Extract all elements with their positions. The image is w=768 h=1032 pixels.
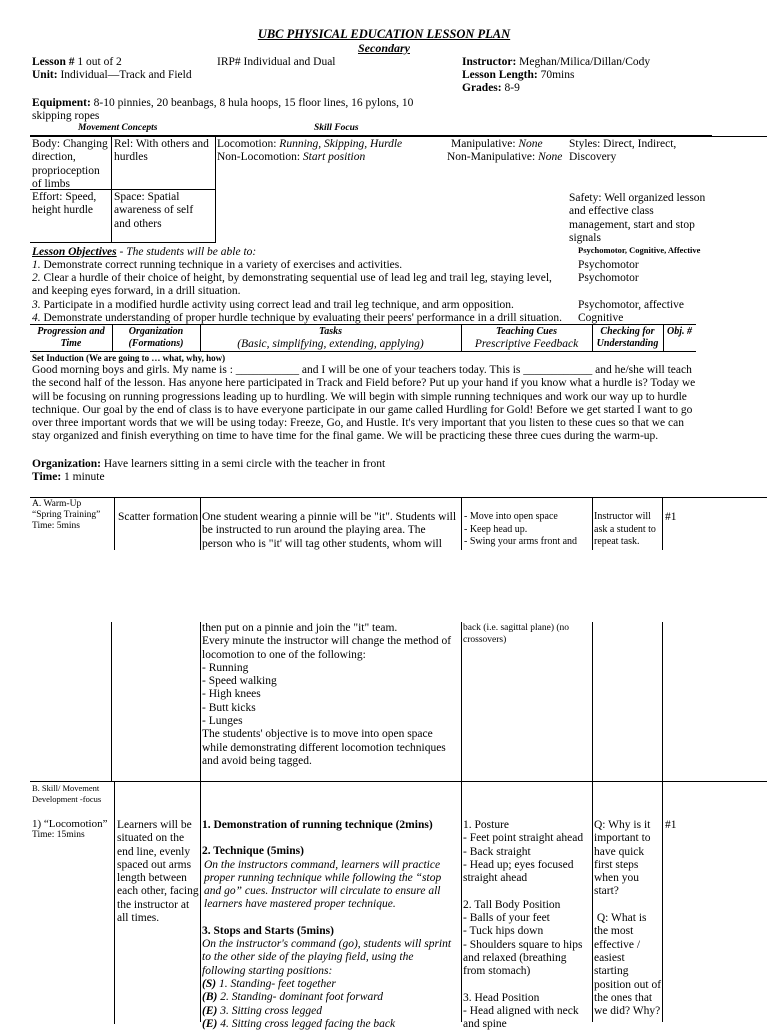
objective-text: Demonstrate correct running technique in a variety of exercises and activities. xyxy=(40,259,403,271)
warmup-cues-top xyxy=(464,511,577,549)
warmup-task-line: then put on a pinnie and join the "it" team. xyxy=(202,622,398,634)
objective-1 xyxy=(32,259,402,272)
rel-line: hurdles xyxy=(114,151,148,164)
grades xyxy=(462,82,520,95)
safety-line: signals xyxy=(569,231,601,244)
spacer xyxy=(594,899,662,912)
objective-number: 3. xyxy=(32,299,41,311)
space-line: Space: Spatial xyxy=(114,191,180,203)
task-2-line: and go” cues. Instructor will circulate to ensure all xyxy=(204,885,441,898)
locomotion-value: Running, Skipping, Hurdle xyxy=(276,138,403,150)
objective-text: Participate in a modified hurdle activity using correct lead and trail leg technique, and arm opposition. xyxy=(40,299,514,311)
concepts-top-rule-2 xyxy=(30,136,767,137)
header-organization xyxy=(112,326,200,350)
length-value: 70mins xyxy=(537,69,575,81)
warmup-task-line: person who is "it' will tag other students, whom will xyxy=(202,537,442,550)
space-line: awareness of self xyxy=(114,204,194,217)
warmup-task-line: be instructed to run around the playing area. The xyxy=(202,524,426,537)
warmup-organization: Scatter formation xyxy=(118,511,199,523)
skill-cue-line: - Shoulders square to hips xyxy=(463,938,583,951)
start-code: (E) xyxy=(202,1004,218,1017)
effort-line: height hurdle xyxy=(32,204,93,217)
task-3-line: On the instructor's command (go), students will sprint xyxy=(202,938,452,951)
table-header-top-rule xyxy=(30,324,696,325)
warmup-task-line: and avoid being tagged. xyxy=(202,754,312,767)
non-locomotion xyxy=(217,151,365,164)
objective-3 xyxy=(32,299,514,312)
equipment xyxy=(32,97,413,110)
locomotion-label: Locomotion: xyxy=(217,138,277,150)
warmup-top-rule xyxy=(30,497,767,498)
warmup-task-line: One student wearing a pinnie will be "it". Students will xyxy=(202,511,457,523)
skill-cues xyxy=(463,819,591,1032)
skill-cue-line: 1. Posture xyxy=(463,819,509,831)
start-code: (E) xyxy=(202,1017,218,1030)
effort-line: Effort: Speed, xyxy=(32,191,97,203)
warmup-task-line: - High knees xyxy=(202,688,261,701)
skill-focus-header: Skill Focus xyxy=(314,123,359,133)
task-2-line: On the instructors command, learners will practice xyxy=(204,858,441,871)
org-label: Organization: xyxy=(32,458,101,470)
locomotion-title: 1) “Locomotion” xyxy=(32,818,108,830)
skill-org-line: situated on the xyxy=(117,832,185,845)
skill-org-line: length between xyxy=(117,872,187,885)
safety-line: management, start and stop xyxy=(569,218,695,231)
rel-line: Rel: With others and xyxy=(114,138,209,150)
skill-prog-line: B. Skill/ Movement xyxy=(32,783,100,793)
instructor-value: Meghan/Milica/Dillan/Cody xyxy=(516,56,651,68)
effort-concept xyxy=(32,191,96,218)
objectives-heading xyxy=(32,246,256,259)
warmup-check-line: ask a student to xyxy=(594,523,656,535)
header-checking xyxy=(592,326,663,350)
objective-number: 2. xyxy=(32,272,41,284)
warmup-check-line: Instructor will xyxy=(594,511,651,522)
task-3-line: following starting positions: xyxy=(202,964,333,977)
task-2-title: 2. Technique (5mins) xyxy=(202,845,304,858)
objective-number: 4. xyxy=(32,312,41,324)
time-label: Time: xyxy=(32,471,62,483)
locomotion-time: Time: 15mins xyxy=(32,830,85,840)
skill-cue-line: straight ahead xyxy=(463,872,528,885)
time-value: 1 minute xyxy=(61,471,105,483)
unit-value: Individual—Track and Field xyxy=(57,69,192,81)
skill-org-line: end line, evenly xyxy=(117,845,191,858)
task-2-line: proper running technique while following the “stop xyxy=(204,871,442,884)
warmup-task-line: - Speed walking xyxy=(202,675,277,688)
start-position xyxy=(202,978,460,991)
warmup-divider xyxy=(200,497,201,550)
skill-cue-line: and relaxed (breathing xyxy=(463,951,567,964)
set-induction-line: over three important words that we will be using today: Freeze, Go, and Hustle. It's very important that you listen to these cues so that we can xyxy=(32,417,684,430)
warmup-cue-line: back (i.e. sagittal plane) (no xyxy=(463,623,570,633)
skill-check-line: the ones that xyxy=(594,991,653,1004)
concepts-divider-1 xyxy=(111,136,112,243)
skill-check-line: first steps xyxy=(594,858,639,871)
header-progression-line: Time xyxy=(60,338,82,349)
skill-cue-line: - Feet point straight ahead xyxy=(463,832,584,845)
objectives-intro: - The students will be able to: xyxy=(116,246,257,258)
skill-check-line: position out of xyxy=(594,978,662,991)
warmup-cue-line: - Keep head up. xyxy=(464,523,528,535)
set-induction-organization xyxy=(32,458,385,471)
task-2-line: learners have mastered proper technique. xyxy=(204,898,396,911)
warmup-task-line: locomotion to one of the following: xyxy=(202,648,366,661)
objective-2-domain: Psychomotor xyxy=(578,272,639,284)
length-label: Lesson Length: xyxy=(462,69,538,81)
warmup-task-line: Every minute the instructor will change the method of xyxy=(202,635,452,648)
manipulative-value: None xyxy=(515,138,543,150)
warmup-cont-divider xyxy=(200,622,201,1022)
non-manipulative-value: None xyxy=(535,151,563,163)
task-3-line: to the other side of the playing field, using the xyxy=(202,951,414,964)
skill-progression-heading xyxy=(32,783,101,804)
non-locomotion-label: Non-Locomotion: xyxy=(217,151,301,163)
irp: IRP# Individual and Dual xyxy=(217,56,336,68)
set-induction-line: technique. Our goal by the end of class is to have everyone participate in our game called Hurdling for Gold! Before we get started I want to go xyxy=(32,403,693,416)
styles-line-1: Styles: Direct, Indirect, xyxy=(569,138,677,150)
set-induction-line: Good morning boys and girls. My name is : ___________ and I will be one of your teachers today. This is ____________ and he/she will teach xyxy=(32,364,692,376)
space-line: and others xyxy=(114,217,162,230)
skill-check-line: have quick xyxy=(594,845,645,858)
objective-number: 1. xyxy=(32,259,41,271)
skill-cue-line: - Head up; eyes focused xyxy=(463,858,574,871)
skill-divider xyxy=(114,781,115,1024)
set-induction-time xyxy=(32,471,105,484)
spacer xyxy=(202,912,460,925)
task-2-text xyxy=(202,859,460,912)
start-position xyxy=(202,1005,460,1018)
warmup-tasks-bottom xyxy=(202,622,451,768)
warmup-cont-divider xyxy=(111,622,112,782)
lesson-value: 1 out of 2 xyxy=(74,56,122,68)
grades-value: 8-9 xyxy=(501,82,520,94)
start-code: (S) xyxy=(202,977,217,990)
start-positions xyxy=(202,978,460,1031)
skill-check-line: start? xyxy=(594,885,619,898)
lesson-length xyxy=(462,69,574,82)
non-locomotion-value: Start position xyxy=(300,151,366,163)
locomotion-progression xyxy=(32,819,107,841)
warmup-checking xyxy=(594,511,656,549)
warmup-task-line: - Running xyxy=(202,661,249,674)
relationship-concept xyxy=(114,138,209,165)
skill-cue-line: - Tuck hips down xyxy=(463,925,544,938)
header-tasks-subtitle: (Basic, simplifying, extending, applying) xyxy=(237,338,424,350)
skill-cue-line: - Back straight xyxy=(463,845,531,858)
start-code: (B) xyxy=(202,991,218,1004)
concepts-bottom-rule xyxy=(30,242,216,243)
header-cues-title: Teaching Cues xyxy=(495,326,558,337)
skill-check-line: we did? Why? xyxy=(594,1005,661,1018)
warmup-prog-line: Time: 5mins xyxy=(32,521,80,531)
warmup-divider xyxy=(592,497,593,550)
warmup-cont-divider xyxy=(662,622,663,1022)
skill-check-line: when you xyxy=(594,872,640,885)
non-manipulative-label: Non-Manipulative: xyxy=(447,151,536,163)
header-cues xyxy=(461,326,592,351)
page-subtitle: Secondary xyxy=(358,41,410,55)
warmup-prog-line: “Spring Training” xyxy=(32,510,101,520)
body-line: of limbs xyxy=(32,177,71,190)
skill-prog-line: Development -focus xyxy=(32,793,102,804)
skill-org-line: Learners will be xyxy=(117,819,192,831)
skill-cue-line: - Head aligned with neck xyxy=(463,1005,579,1018)
safety-line: and effective class xyxy=(569,205,654,218)
warmup-cue-line: - Move into open space xyxy=(464,511,558,522)
skill-check-line: important to xyxy=(594,832,651,845)
equipment-line-1: 8-10 pinnies, 20 beanbags, 8 hula hoops, 15 floor lines, 16 pylons, 10 xyxy=(90,97,414,109)
header-tasks xyxy=(200,326,461,351)
header-organization-line: (Formations) xyxy=(128,338,184,349)
header-obj: Obj. # xyxy=(667,326,692,337)
set-induction-line: will be focusing on running progressions leading up to hurdling. We will begin with simple running techniques and work our way up to hurdle xyxy=(32,390,687,403)
locomotion xyxy=(217,138,402,151)
set-induction-line: the second half of the lesson. Has anyone here participated in Track and Field before? Put up your hand if you know what a hurdle is? Today we xyxy=(32,377,696,390)
unit xyxy=(32,69,192,82)
table-header-bottom-rule xyxy=(30,351,696,352)
objective-text: Demonstrate understanding of proper hurdle technique by evaluating their peers' performance in a drill situation. xyxy=(40,312,562,324)
start-position xyxy=(202,1018,460,1031)
start-position xyxy=(202,991,460,1004)
lesson-label: Lesson # xyxy=(32,56,75,68)
header-cues-subtitle: Prescriptive Feedback xyxy=(474,338,579,350)
safety xyxy=(569,192,705,245)
skill-cue-line: - Balls of your feet xyxy=(463,912,550,925)
objectives-label: Lesson Objectives xyxy=(32,246,117,258)
warmup-divider xyxy=(114,497,115,550)
warmup-progression xyxy=(32,499,100,532)
warmup-cues-bottom xyxy=(463,623,569,646)
skill-check-line: effective / xyxy=(594,938,641,951)
styles-line-2: Discovery xyxy=(569,151,617,163)
skill-check-line: Q: Why is it xyxy=(594,819,651,831)
warmup-prog-line: A. Warm-Up xyxy=(32,499,82,509)
page-title: UBC PHYSICAL EDUCATION LESSON PLAN xyxy=(257,27,511,41)
spacer xyxy=(202,832,460,845)
org-value: Have learners sitting in a semi circle with the teacher in front xyxy=(101,458,386,470)
concepts-divider-2 xyxy=(215,136,216,243)
warmup-task-line: - Lunges xyxy=(202,715,243,728)
spacer xyxy=(463,979,591,992)
lesson-number xyxy=(32,56,122,69)
skill-cue-line: 2. Tall Body Position xyxy=(463,898,561,911)
skill-cue-line: 3. Head Position xyxy=(463,991,540,1004)
skill-check-line: easiest xyxy=(594,951,625,964)
equipment-label: Equipment: xyxy=(32,97,91,109)
body-concept xyxy=(32,138,108,191)
skill-check-line: Q: What is xyxy=(594,912,647,925)
equipment-line-2: skipping ropes xyxy=(32,110,100,122)
skill-org-line: all times. xyxy=(117,912,160,925)
skill-check-line: the most xyxy=(594,925,634,938)
header-progression xyxy=(30,326,112,350)
warmup-obj: #1 xyxy=(665,511,677,523)
skill-checking xyxy=(594,819,662,1018)
warmup-tasks-top xyxy=(202,511,456,551)
warmup-task-line: - Butt kicks xyxy=(202,701,256,714)
warmup-cue-line: - Swing your arms front and xyxy=(464,536,578,547)
objective-2-cont: and keeping eyes forward, in a drill situation. xyxy=(32,285,241,297)
header-tasks-title: Tasks xyxy=(319,326,342,337)
objective-text: Clear a hurdle of their choice of height, by demonstrating sequential use of lead leg and trail leg, staying level, xyxy=(40,272,552,284)
instructor-label: Instructor: xyxy=(462,56,517,68)
skill-top-rule xyxy=(30,781,767,782)
skill-cue-line: and spine xyxy=(463,1018,507,1031)
skill-check-line: starting xyxy=(594,965,629,978)
warmup-task-line: while demonstrating different locomotion techniques xyxy=(202,741,446,754)
warmup-check-line: repeat task. xyxy=(594,536,640,547)
set-induction-text xyxy=(32,364,762,444)
objective-2 xyxy=(32,272,552,285)
body-line: Body: Changing xyxy=(32,138,108,150)
objective-3-domain: Psychomotor, affective xyxy=(578,299,684,311)
header-progression-line: Progression and xyxy=(37,326,105,337)
start-text: 2. Standing- dominant foot forward xyxy=(217,991,384,1004)
instructor xyxy=(462,56,650,69)
unit-label: Unit: xyxy=(32,69,58,81)
start-text: 3. Sitting cross legged xyxy=(217,1004,323,1017)
non-manipulative xyxy=(447,151,562,164)
body-line: proprioception xyxy=(32,164,100,177)
movement-concepts-header: Movement Concepts xyxy=(78,123,158,133)
skill-org-line: the instructor at xyxy=(117,898,190,911)
header-checking-line: Understanding xyxy=(596,338,659,349)
skill-org-line: each other, facing xyxy=(117,885,199,898)
task-1-title: 1. Demonstration of running technique (2mins) xyxy=(202,819,433,831)
task-3-title: 3. Stops and Starts (5mins) xyxy=(202,924,334,937)
set-induction-heading: Set Induction (We are going to … what, why, how) xyxy=(32,353,226,363)
warmup-cue-line: crossovers) xyxy=(463,634,507,645)
skill-obj: #1 xyxy=(665,819,677,831)
warmup-task-line: The students' objective is to move into open space xyxy=(202,728,433,741)
manipulative-label: Manipulative: xyxy=(451,138,516,150)
skill-tasks xyxy=(202,819,460,1031)
body-line: direction, xyxy=(32,151,76,164)
grades-label: Grades: xyxy=(462,82,502,94)
skill-organization xyxy=(117,819,199,925)
skill-cue-line: from stomach) xyxy=(463,965,531,978)
objective-1-domain: Psychomotor xyxy=(578,259,639,271)
task-3-text xyxy=(202,938,460,978)
warmup-divider xyxy=(461,497,462,550)
warmup-divider xyxy=(662,497,663,550)
space-concept xyxy=(114,191,193,231)
start-text: 1. Standing- feet together xyxy=(216,977,336,990)
warmup-cont-divider xyxy=(461,622,462,1022)
objective-4-domain: Cognitive xyxy=(578,312,624,324)
domains-header: Psychomotor, Cognitive, Affective xyxy=(578,245,701,255)
header-checking-line: Checking for xyxy=(600,326,655,337)
set-induction-line: stay organized and finish everything on time to have time for the final game. We will be practicing these three cues during the warm-up. xyxy=(32,430,659,443)
spacer xyxy=(463,885,591,898)
skill-org-line: spaced out arms xyxy=(117,858,192,871)
header-organization-line: Organization xyxy=(128,326,184,337)
warmup-cont-divider xyxy=(592,622,593,1022)
safety-line: Safety: Well organized lesson xyxy=(569,192,706,204)
manipulative xyxy=(451,138,543,151)
start-text: 4. Sitting cross legged facing the back xyxy=(217,1017,396,1030)
